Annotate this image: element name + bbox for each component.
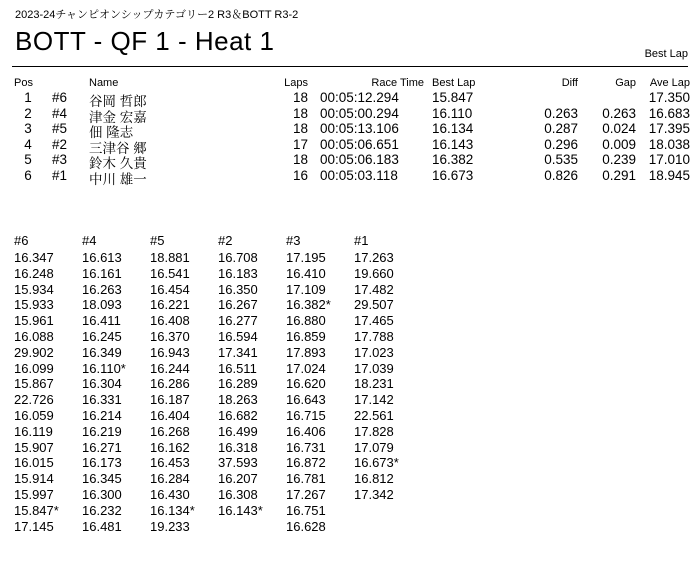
col-header-name: Name [89, 77, 119, 89]
result-pos: 4 [24, 136, 32, 152]
lap-time: 16.268 [150, 423, 190, 439]
lap-time: 16.267 [218, 297, 258, 313]
col-header-laps: Laps [284, 77, 308, 89]
lap-time: 16.880 [286, 313, 326, 329]
lap-column-kart: #5 [150, 233, 165, 248]
lap-column-kart: #2 [218, 233, 233, 248]
result-pos: 2 [24, 105, 32, 121]
result-laps: 18 [292, 121, 308, 136]
lap-time: 16.673* [354, 455, 399, 471]
lap-time: 16.643 [286, 392, 326, 408]
lap-time: 16.453 [150, 455, 190, 471]
lap-time: 15.907 [14, 439, 54, 455]
lap-time: 17.828 [354, 423, 394, 439]
result-row [14, 152, 690, 171]
result-row [14, 136, 690, 156]
lap-time: 17.341 [218, 344, 258, 360]
lap-time: 16.620 [286, 376, 326, 392]
result-race-time: 00:05:12.294 [320, 90, 399, 105]
lap-time: 16.244 [150, 360, 190, 376]
lap-time: 16.099 [14, 360, 54, 376]
result-laps: 18 [292, 152, 308, 167]
result-diff: 0.826 [544, 167, 578, 183]
result-diff: 0.287 [544, 121, 578, 136]
lap-time: 29.507 [354, 297, 394, 313]
lap-time: 19.660 [354, 265, 394, 281]
lap-time: 16.404 [150, 407, 190, 423]
result-num: #6 [52, 90, 68, 105]
result-best-lap: 16.134 [432, 121, 474, 136]
lap-time: 17.109 [286, 281, 326, 297]
lap-time: 16.263 [82, 281, 122, 297]
result-name: 中川 雄一 [89, 171, 147, 187]
result-diff: 0.296 [544, 136, 578, 152]
result-race-time: 00:05:00.294 [320, 105, 399, 121]
lap-column [354, 233, 422, 534]
lap-column-kart: #4 [82, 233, 97, 248]
result-gap: 0.263 [602, 105, 636, 121]
result-pos: 1 [24, 90, 32, 105]
result-gap: 0.009 [602, 136, 636, 152]
lap-time: 18.093 [82, 297, 122, 313]
lap-column-kart: #3 [286, 233, 301, 248]
result-pos: 5 [24, 152, 32, 167]
lap-time: 16.245 [82, 328, 122, 344]
lap-time: 16.350 [218, 281, 258, 297]
lap-time: 16.406 [286, 423, 326, 439]
lap-time: 17.893 [286, 344, 326, 360]
lap-time: 16.628 [286, 518, 326, 534]
page-title: BOTT - QF 1 - Heat 1 [15, 26, 275, 56]
lap-time: 15.847* [14, 502, 59, 518]
lap-time: 18.881 [150, 250, 190, 265]
lap-time: 18.263 [218, 392, 258, 408]
lap-time: 29.902 [14, 344, 54, 360]
lap-column-kart: #1 [354, 233, 369, 248]
result-num: #5 [52, 121, 68, 136]
result-row [14, 167, 690, 187]
lap-time: 16.277 [218, 313, 258, 329]
lap-time: 17.788 [354, 328, 394, 344]
results-header-row [14, 77, 690, 90]
lap-time: 17.142 [354, 392, 394, 408]
lap-time: 16.499 [218, 423, 258, 439]
lap-time: 37.593 [218, 455, 258, 471]
lap-time: 16.289 [218, 376, 258, 392]
lap-time: 16.481 [82, 518, 122, 534]
result-best-lap: 16.382 [432, 152, 474, 167]
result-best-lap: 16.110 [432, 105, 473, 121]
lap-time: 16.059 [14, 407, 54, 423]
lap-time: 16.286 [150, 376, 190, 392]
lap-time: 16.454 [150, 281, 190, 297]
lap-time: 16.331 [82, 392, 122, 408]
lap-time: 18.231 [354, 376, 394, 392]
lap-time: 16.015 [14, 455, 54, 471]
result-race-time: 00:05:03.118 [320, 167, 398, 183]
lap-time: 15.867 [14, 376, 54, 392]
lap-time: 16.219 [82, 423, 122, 439]
lap-time: 16.143* [218, 502, 263, 518]
result-ave-lap: 18.945 [648, 167, 690, 183]
lap-time: 16.370 [150, 328, 190, 344]
result-pos: 3 [24, 121, 32, 136]
lap-time: 16.812 [354, 471, 394, 487]
lap-time: 16.162 [150, 439, 190, 455]
result-row [14, 121, 690, 140]
col-header-gap: Gap [615, 77, 636, 89]
result-num: #1 [52, 167, 68, 183]
result-row [14, 105, 690, 125]
best-lap-tag: Best Lap [644, 48, 688, 60]
lap-time: 17.079 [354, 439, 394, 455]
result-num: #2 [52, 136, 68, 152]
result-best-lap: 16.143 [432, 136, 474, 152]
lap-time: 16.119 [14, 423, 53, 439]
subtitle: 2023-24チャンピオンシップカテゴリー2 R3＆BOTT R3-2 [15, 9, 299, 21]
lap-column [218, 233, 286, 534]
lap-time: 17.267 [286, 486, 326, 502]
result-num: #3 [52, 152, 68, 167]
col-header-pos: Pos [14, 77, 33, 89]
result-name: 谷岡 哲郎 [89, 94, 147, 109]
lap-time: 16.207 [218, 471, 258, 487]
result-ave-lap: 17.350 [648, 90, 690, 105]
result-pos: 6 [24, 167, 32, 183]
lap-time: 22.726 [14, 392, 54, 408]
lap-time: 15.934 [14, 281, 54, 297]
lap-time: 16.232 [82, 502, 122, 518]
lap-time: 16.134* [150, 502, 195, 518]
lap-time: 17.039 [354, 360, 394, 376]
result-ave-lap: 17.010 [648, 152, 690, 167]
results-body [14, 90, 690, 187]
lap-time: 16.408 [150, 313, 190, 329]
col-header-ave-lap: Ave Lap [649, 77, 690, 89]
result-name: 津金 宏嘉 [89, 109, 147, 125]
result-ave-lap: 18.038 [648, 136, 690, 152]
lap-time: 16.731 [286, 439, 326, 455]
lap-time: 17.482 [354, 281, 394, 297]
lap-time: 17.023 [354, 344, 394, 360]
lap-time: 16.318 [218, 439, 258, 455]
result-laps: 18 [292, 105, 308, 121]
lap-time: 16.872 [286, 455, 326, 471]
lap-time: 16.410 [286, 265, 326, 281]
result-race-time: 00:05:06.651 [320, 136, 399, 152]
result-diff: 0.263 [544, 105, 578, 121]
lap-time: 16.682 [218, 407, 258, 423]
result-gap: 0.024 [602, 121, 636, 136]
lap-time: 16.751 [286, 502, 326, 518]
col-header-race-time: Race Time [371, 77, 424, 89]
lap-time: 16.187 [150, 392, 190, 408]
result-num: #4 [52, 105, 68, 121]
lap-time: 15.933 [14, 297, 54, 313]
result-row [14, 90, 690, 109]
lap-column [286, 233, 354, 534]
lap-time: 17.195 [286, 250, 326, 265]
lap-time: 16.300 [82, 486, 122, 502]
col-header-diff: Diff [561, 77, 578, 89]
lap-time: 17.263 [354, 250, 394, 265]
lap-time: 22.561 [354, 407, 394, 423]
lap-time: 16.411 [82, 313, 121, 329]
lap-time: 17.342 [354, 486, 394, 502]
lap-time: 16.308 [218, 486, 258, 502]
lap-time: 19.233 [150, 518, 190, 534]
lap-time: 16.161 [82, 265, 122, 281]
lap-time: 17.145 [14, 518, 54, 534]
result-laps: 17 [292, 136, 308, 152]
lap-time: 16.347 [14, 250, 54, 265]
result-name: 鈴木 久貴 [89, 156, 147, 171]
lap-time: 17.465 [354, 313, 394, 329]
lap-time: 16.859 [286, 328, 326, 344]
result-ave-lap: 16.683 [648, 105, 690, 121]
lap-time: 16.110* [82, 360, 126, 376]
result-best-lap: 15.847 [432, 90, 474, 105]
result-race-time: 00:05:13.106 [320, 121, 399, 136]
result-name: 三津谷 郷 [89, 140, 147, 156]
result-gap: 0.239 [602, 152, 636, 167]
lap-time: 16.304 [82, 376, 122, 392]
result-race-time: 00:05:06.183 [320, 152, 399, 167]
lap-time: 16.221 [150, 297, 190, 313]
result-laps: 18 [292, 90, 308, 105]
lap-time: 16.430 [150, 486, 190, 502]
results-table [14, 77, 690, 187]
lap-column [82, 233, 150, 534]
result-best-lap: 16.673 [432, 167, 474, 183]
lap-time: 16.943 [150, 344, 190, 360]
lap-time: 16.781 [286, 471, 326, 487]
lap-column [14, 233, 82, 534]
lap-times-table [14, 233, 422, 534]
lap-time: 16.715 [286, 407, 326, 423]
lap-time: 16.708 [218, 250, 258, 265]
lap-time: 16.088 [14, 328, 54, 344]
col-header-best-lap: Best Lap [432, 77, 476, 89]
lap-time: 16.613 [82, 250, 122, 265]
result-ave-lap: 17.395 [648, 121, 690, 136]
lap-time: 16.271 [82, 439, 122, 455]
lap-time: 16.511 [218, 360, 257, 376]
lap-time: 15.914 [14, 471, 54, 487]
lap-time: 16.248 [14, 265, 54, 281]
lap-time: 15.997 [14, 486, 54, 502]
lap-column [150, 233, 218, 534]
result-laps: 16 [292, 167, 308, 183]
result-gap: 0.291 [602, 167, 636, 183]
lap-time: 16.183 [218, 265, 258, 281]
lap-time: 16.349 [82, 344, 122, 360]
lap-time: 15.961 [14, 313, 54, 329]
lap-column-kart: #6 [14, 233, 29, 248]
result-diff: 0.535 [544, 152, 578, 167]
result-name: 佃 隆志 [89, 125, 134, 140]
lap-time: 17.024 [286, 360, 326, 376]
header-rule [12, 66, 688, 67]
lap-time: 16.214 [82, 407, 122, 423]
lap-time: 16.594 [218, 328, 258, 344]
lap-time: 16.382* [286, 297, 331, 313]
lap-time: 16.541 [150, 265, 190, 281]
lap-time: 16.345 [82, 471, 122, 487]
lap-time: 16.284 [150, 471, 190, 487]
lap-time: 16.173 [82, 455, 122, 471]
